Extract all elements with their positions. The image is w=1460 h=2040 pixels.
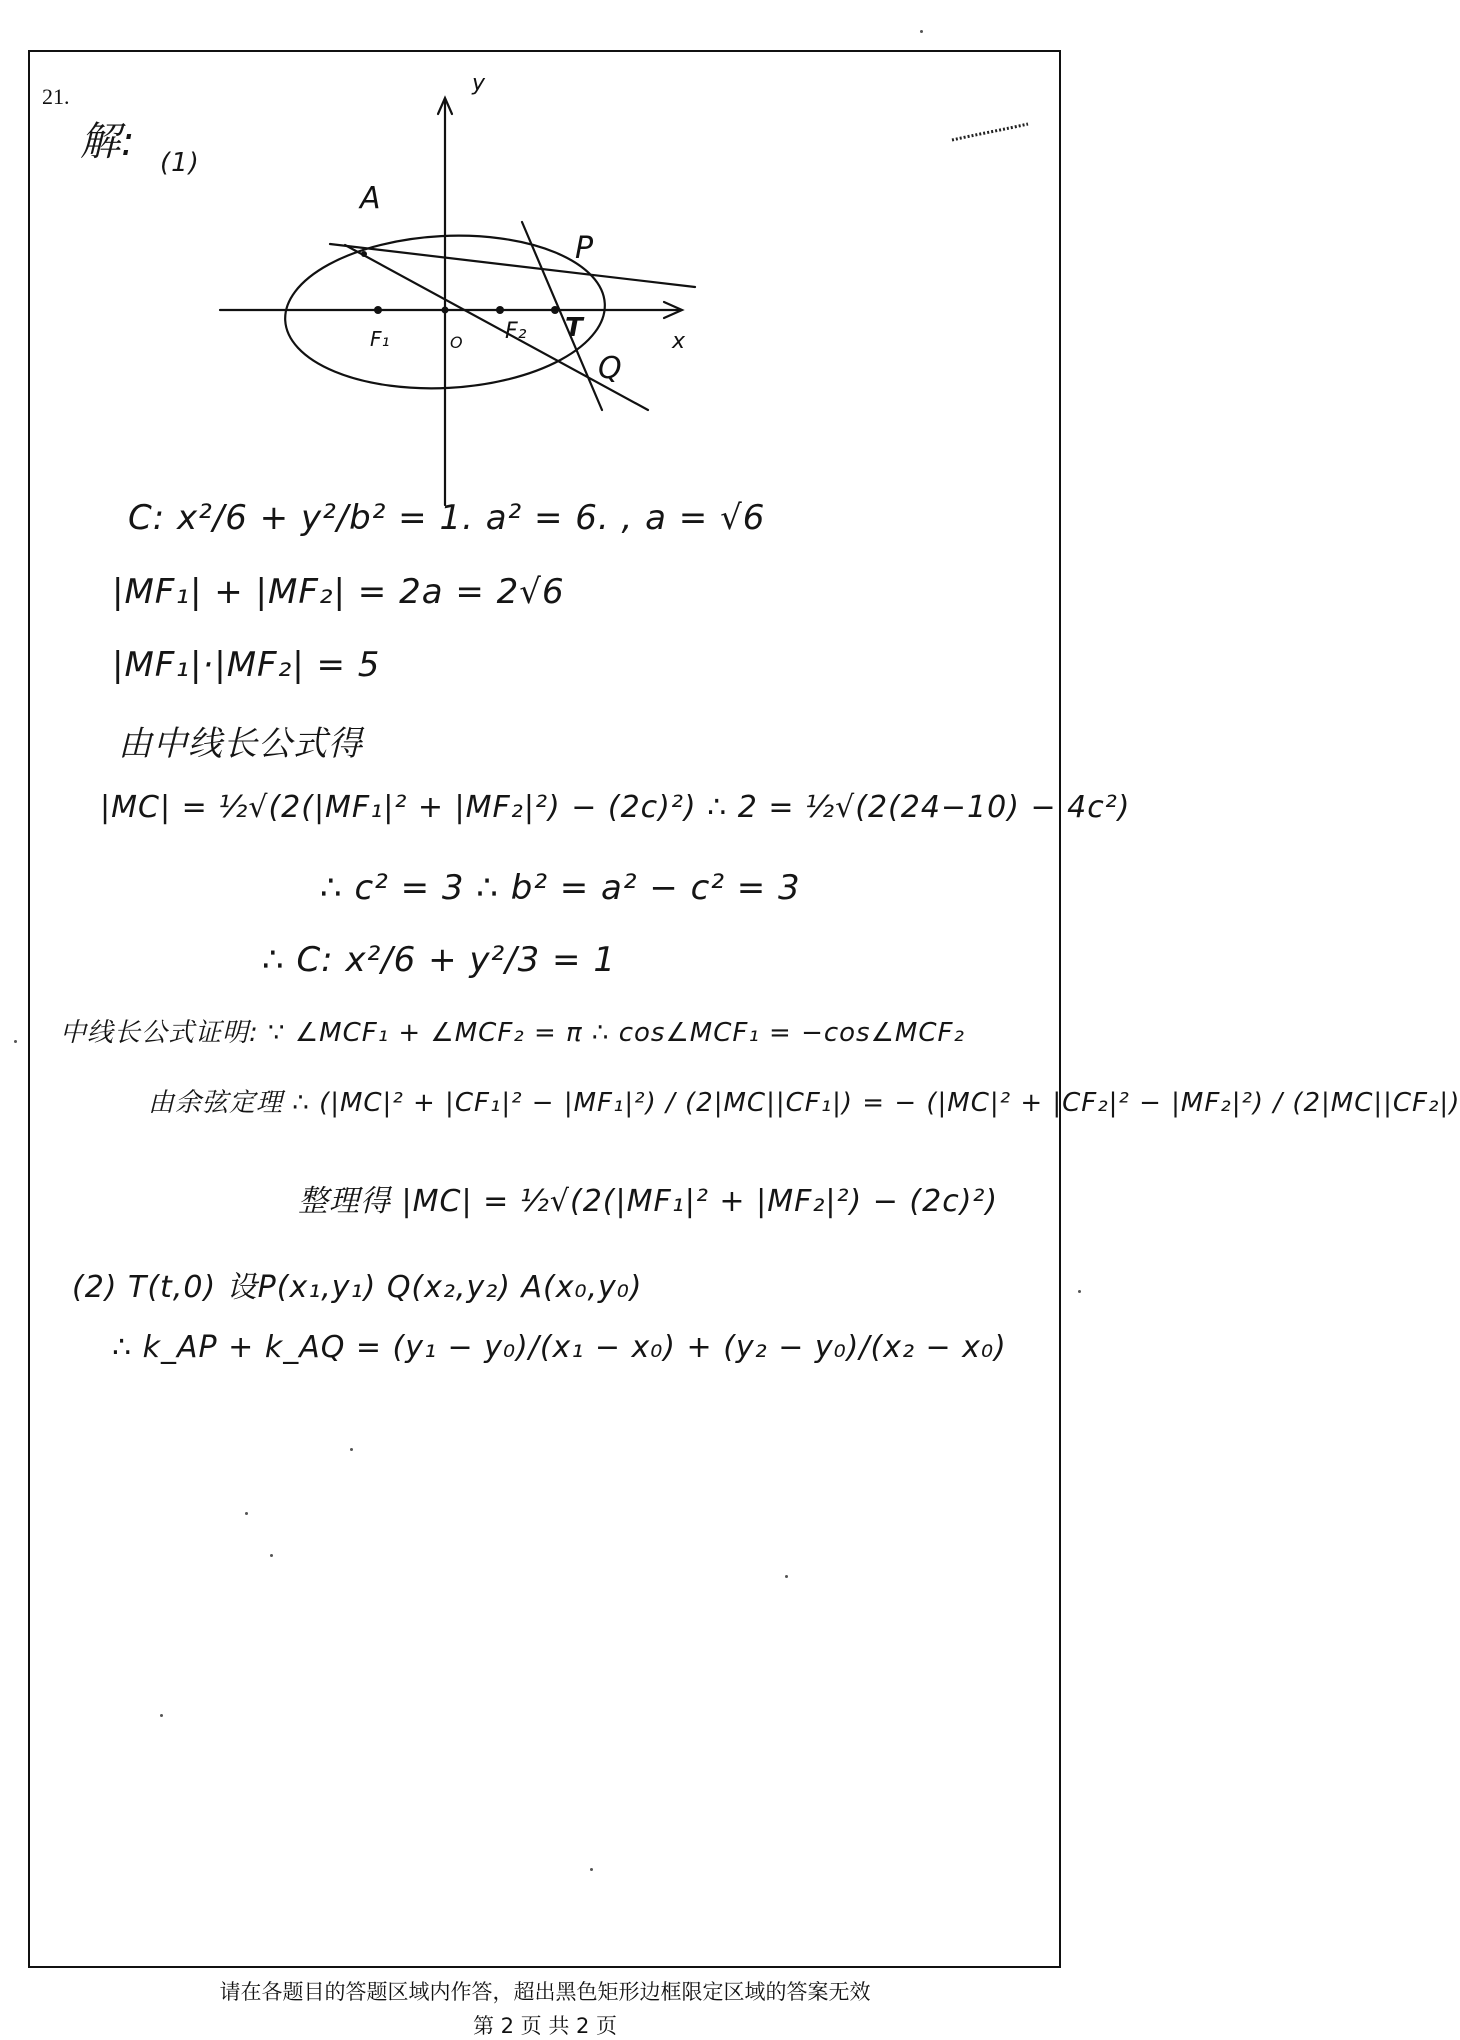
pen-scribble-icon (950, 118, 1030, 148)
line-median-formula: |MC| = ½√(2(|MF₁|² + |MF₂|²) − (2c)²) ∴ 2 = ½√(2(24−10) − 4c²) (100, 790, 1131, 825)
line-part2-setup: (2) T(t,0) 设P(x₁,y₁) Q(x₂,y₂) A(x₀,y₀) (72, 1270, 643, 1305)
line-ellipse-result: ∴ C: x²/6 + y²/3 = 1 (262, 940, 616, 980)
scan-speck (785, 1575, 788, 1578)
question-number: 21. (42, 84, 70, 109)
point-f1 (374, 306, 382, 314)
point-a (361, 251, 367, 257)
answer-label: 解: (80, 119, 136, 165)
x-axis-label: x (672, 329, 686, 354)
line-ellipse-equation: C: x²/6 + y²/b² = 1. a² = 6. , a = √6 (128, 498, 766, 538)
y-axis-label: y (472, 71, 486, 96)
part1-label: (1) (160, 148, 200, 178)
line-median-formula-intro: 由中线长公式得 (118, 724, 363, 764)
line-c-squared: ∴ c² = 3 ∴ b² = a² − c² = 3 (320, 868, 801, 908)
scan-speck (270, 1554, 273, 1557)
label-a: A (360, 181, 381, 216)
footer-instruction: 请在各题目的答题区域内作答，超出黑色矩形边框限定区域的答案无效 (219, 1980, 871, 2004)
scan-speck (920, 30, 923, 33)
point-t (551, 306, 559, 314)
scan-speck (1078, 1290, 1081, 1293)
label-q: Q (598, 351, 622, 386)
point-f2 (496, 306, 504, 314)
scan-speck (160, 1714, 163, 1717)
label-f1: F₁ (370, 327, 390, 351)
line-focal-sum: |MF₁| + |MF₂| = 2a = 2√6 (112, 572, 565, 612)
line-proof-result: 整理得 |MC| = ½√(2(|MF₁|² + |MF₂|²) − (2c)²) (298, 1184, 999, 1219)
scan-speck (14, 1040, 17, 1043)
scan-speck (350, 1448, 353, 1451)
label-t: T (565, 313, 583, 343)
label-origin: O (450, 333, 463, 352)
line-focal-product: |MF₁|·|MF₂| = 5 (112, 645, 381, 685)
line-median-proof: 中线长公式证明: ∵ ∠MCF₁ + ∠MCF₂ = π ∴ cos∠MCF₁ = −cos∠MCF₂ (60, 1018, 965, 1048)
scan-speck (245, 1512, 248, 1515)
label-f2: F₂ (505, 319, 527, 344)
line-cosine-law: 由余弦定理 ∴ (|MC|² + |CF₁|² − |MF₁|²) / (2|MC||CF₁|) = − (|MC|² + |CF₂|² − |MF₂|²) / (2|MC||CF₂|) (148, 1088, 1460, 1118)
line-slope-sum: ∴ k_AP + k_AQ = (y₁ − y₀)/(x₁ − x₀) + (y₂ − y₀)/(x₂ − x₀) (112, 1330, 1007, 1365)
scan-speck (590, 1868, 593, 1871)
point-origin (442, 307, 449, 314)
footer-page-number: 第 2 页 共 2 页 (472, 2014, 618, 2038)
label-p: P (575, 231, 594, 266)
